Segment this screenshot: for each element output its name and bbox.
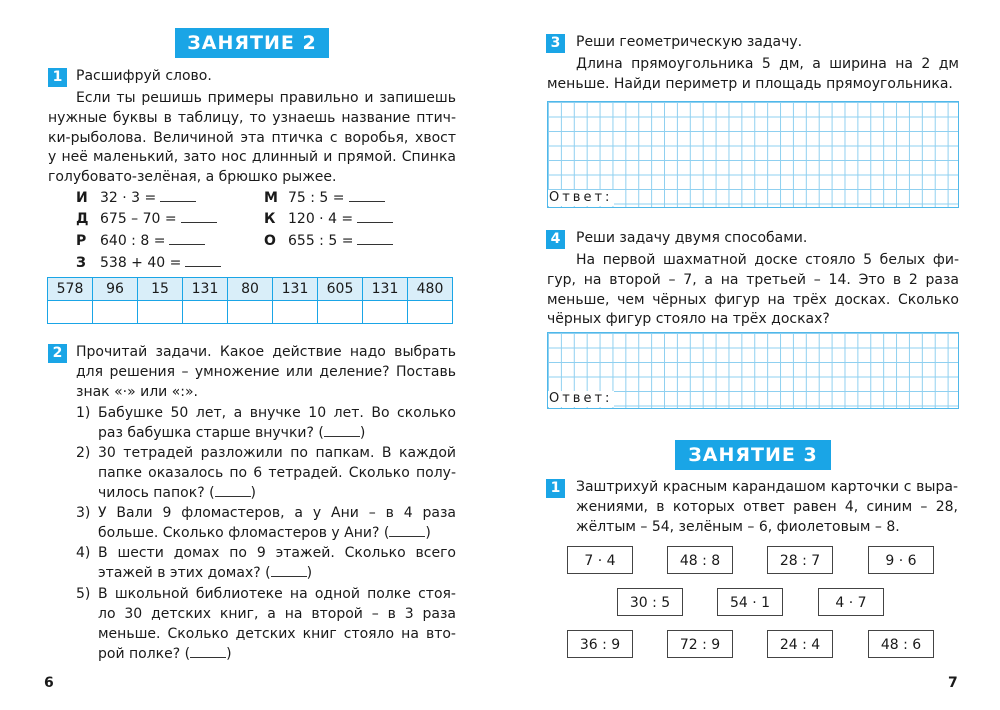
text-line: У Вали 9 фломастеров, а у Ани – в 4 раза xyxy=(98,505,456,521)
answer-blank[interactable] xyxy=(185,253,221,267)
example xyxy=(76,188,196,208)
expression-card[interactable]: 24 : 4 xyxy=(767,630,833,658)
lesson-banner: ЗАНЯТИЕ 2 xyxy=(175,28,329,58)
task-number-badge: 3 xyxy=(546,34,565,53)
lesson-banner: ЗАНЯТИЕ 3 xyxy=(675,440,831,470)
cipher-letter: О xyxy=(264,233,276,249)
cipher-letter: З xyxy=(76,255,86,271)
text-line: В школьной библиотеке на одной полке стоя- xyxy=(98,586,456,602)
expression: 538 + 40 = xyxy=(100,255,182,271)
paren-close: ) xyxy=(306,565,313,581)
example xyxy=(76,209,217,229)
example xyxy=(76,231,205,251)
operation-blank[interactable] xyxy=(190,645,226,658)
task1-text xyxy=(48,89,456,188)
text-line: Заштрихуй красным карандашом карточки с выра- xyxy=(576,479,958,495)
letter-input-cell[interactable] xyxy=(273,301,318,324)
text-line: рой полке? ( xyxy=(98,646,191,662)
text-line: этажей в этих домах? ( xyxy=(98,565,271,581)
text-line: чёрных фигур стояло на трёх досках? xyxy=(547,311,830,328)
expression-card[interactable]: 48 : 6 xyxy=(868,630,934,658)
answer-blank[interactable] xyxy=(181,209,217,223)
text-line: у неё маленький, зато нос длинный и прямой. Спинка xyxy=(48,149,456,166)
item-number: 2) xyxy=(76,445,91,461)
task-number-badge: 4 xyxy=(546,230,565,249)
letter-input-cell[interactable] xyxy=(138,301,183,324)
text-line: Длина прямоугольника 5 дм, а ширина на 2 дм xyxy=(576,56,959,72)
expression-card[interactable]: 72 : 9 xyxy=(667,630,733,658)
expression: 640 : 8 = xyxy=(100,233,166,249)
task-title: Расшифруй слово. xyxy=(76,68,212,84)
text-line: Прочитай задачи. Какое действие надо выбрать xyxy=(76,344,456,360)
task4-text xyxy=(547,251,959,330)
task2-intro xyxy=(76,343,456,402)
table-cell: 131 xyxy=(183,278,228,301)
right-page xyxy=(500,0,1000,710)
expression-card[interactable]: 9 · 6 xyxy=(868,546,934,574)
text-line: больше. Сколько фломастеров у Ани? ( xyxy=(98,525,390,541)
cipher-letter: Р xyxy=(76,233,87,249)
text-line: гур, на второй – 7, а на третьей – 14. Это в 2 раза xyxy=(547,271,959,288)
paren-close: ) xyxy=(226,646,232,662)
item-number: 1) xyxy=(76,405,91,421)
expression: 75 : 5 = xyxy=(288,190,345,206)
table-cell: 605 xyxy=(318,278,363,301)
letter-input-cell[interactable] xyxy=(228,301,273,324)
expression-card[interactable]: 7 · 4 xyxy=(567,546,633,574)
text-line: 30 тетрадей разложили по папкам. В каждой xyxy=(98,445,456,461)
text-line: знак «·» или «:». xyxy=(76,383,199,400)
text-line: меньше, чем чёрных фигур на трёх досках. Сколько xyxy=(547,291,959,308)
expression-card[interactable]: 36 : 9 xyxy=(567,630,633,658)
operation-blank[interactable] xyxy=(389,524,425,537)
task3-text xyxy=(547,55,959,95)
example xyxy=(264,188,385,208)
letter-input-cell[interactable] xyxy=(363,301,408,324)
text-line: голубовато-зелёная, а брюшко рыжее. xyxy=(48,169,337,186)
cipher-letter: К xyxy=(264,211,276,227)
text-line: ло 30 детских книг, а на второй – в 3 раза xyxy=(98,606,456,622)
text-line: для решения – умножение или деление? Поставь xyxy=(76,363,456,380)
expression-card[interactable]: 30 : 5 xyxy=(617,588,683,616)
table-cell: 131 xyxy=(363,278,408,301)
letter-input-cell[interactable] xyxy=(183,301,228,324)
task-title: Реши задачу двумя способами. xyxy=(576,230,808,246)
answer-label: Ответ: xyxy=(549,190,613,205)
text-line: жениями, в которых ответ равен 4, синим – 28, xyxy=(576,498,958,515)
expression-card[interactable]: 4 · 7 xyxy=(818,588,884,616)
letter-input-cell[interactable] xyxy=(48,301,93,324)
paren-close: ) xyxy=(250,485,257,501)
answer-blank[interactable] xyxy=(349,188,385,202)
cipher-table xyxy=(47,277,453,324)
text-line: ки-рыболова. Величиной эта птичка с воробья, хвост xyxy=(48,129,456,146)
text-line: В шести домах по 9 этажей. Сколько всего xyxy=(98,545,456,561)
expression: 655 : 5 = xyxy=(288,233,354,249)
text-line: Бабушке 50 лет, а внучке 10 лет. Во сколько xyxy=(98,405,456,421)
item-number: 3) xyxy=(76,505,91,521)
page-number: 6 xyxy=(44,675,54,691)
operation-blank[interactable] xyxy=(324,424,360,437)
table-cell: 96 xyxy=(93,278,138,301)
text-line: На первой шахматной доске стояло 5 белых фи- xyxy=(576,252,959,268)
answer-blank[interactable] xyxy=(169,231,205,245)
table-cell: 578 xyxy=(48,278,93,301)
table-cell: 80 xyxy=(228,278,273,301)
item-number: 4) xyxy=(76,545,91,561)
operation-blank[interactable] xyxy=(215,484,251,497)
page-number: 7 xyxy=(948,675,958,691)
answer-blank[interactable] xyxy=(160,188,196,202)
operation-blank[interactable] xyxy=(271,564,307,577)
task5-text xyxy=(576,478,958,537)
example xyxy=(264,231,393,251)
paren-close: ) xyxy=(359,425,366,441)
text-line: жёлтым – 54, зелёным – 6, фиолетовым – 8. xyxy=(576,518,900,535)
expression-card[interactable]: 28 : 7 xyxy=(767,546,833,574)
expression-card[interactable]: 54 · 1 xyxy=(717,588,783,616)
expression-card[interactable]: 48 : 8 xyxy=(667,546,733,574)
letter-input-cell[interactable] xyxy=(318,301,363,324)
expression: 120 · 4 = xyxy=(288,211,354,227)
text-line: чилось папок? ( xyxy=(98,485,215,501)
answer-label: Ответ: xyxy=(549,391,613,406)
paren-close: ) xyxy=(425,525,431,541)
task-title: Реши геометрическую задачу. xyxy=(576,34,803,50)
text-line: папке оказалось по 6 тетрадей. Сколько полу- xyxy=(98,465,456,481)
text-line: нужные буквы в таблицу, то узнаешь название птич- xyxy=(48,109,456,126)
task-number-badge: 2 xyxy=(48,344,67,363)
table-cell: 131 xyxy=(273,278,318,301)
task-number-badge: 1 xyxy=(48,68,67,87)
table-cell: 15 xyxy=(138,278,183,301)
cipher-letter: И xyxy=(76,190,88,206)
table-cell: 480 xyxy=(408,278,453,301)
text-line: меньше. Найди периметр и площадь прямоугольника. xyxy=(547,75,953,92)
task-number-badge: 1 xyxy=(546,479,565,498)
letter-input-cell[interactable] xyxy=(93,301,138,324)
text-line: меньше. Сколько детских книг стояло на вто- xyxy=(98,626,456,642)
answer-blank[interactable] xyxy=(357,231,393,245)
text-line: Если ты решишь примеры правильно и запишешь xyxy=(76,90,456,106)
answer-blank[interactable] xyxy=(357,209,393,223)
cipher-letter: М xyxy=(264,190,278,206)
expression: 675 – 70 = xyxy=(100,211,177,227)
text-line: раз бабушка старше внучки? ( xyxy=(98,425,324,441)
example xyxy=(264,209,393,229)
item-number: 5) xyxy=(76,586,91,602)
expression: 32 · 3 = xyxy=(100,190,157,206)
letter-input-cell[interactable] xyxy=(408,301,453,324)
cipher-letter: Д xyxy=(76,211,89,227)
example xyxy=(76,253,221,273)
